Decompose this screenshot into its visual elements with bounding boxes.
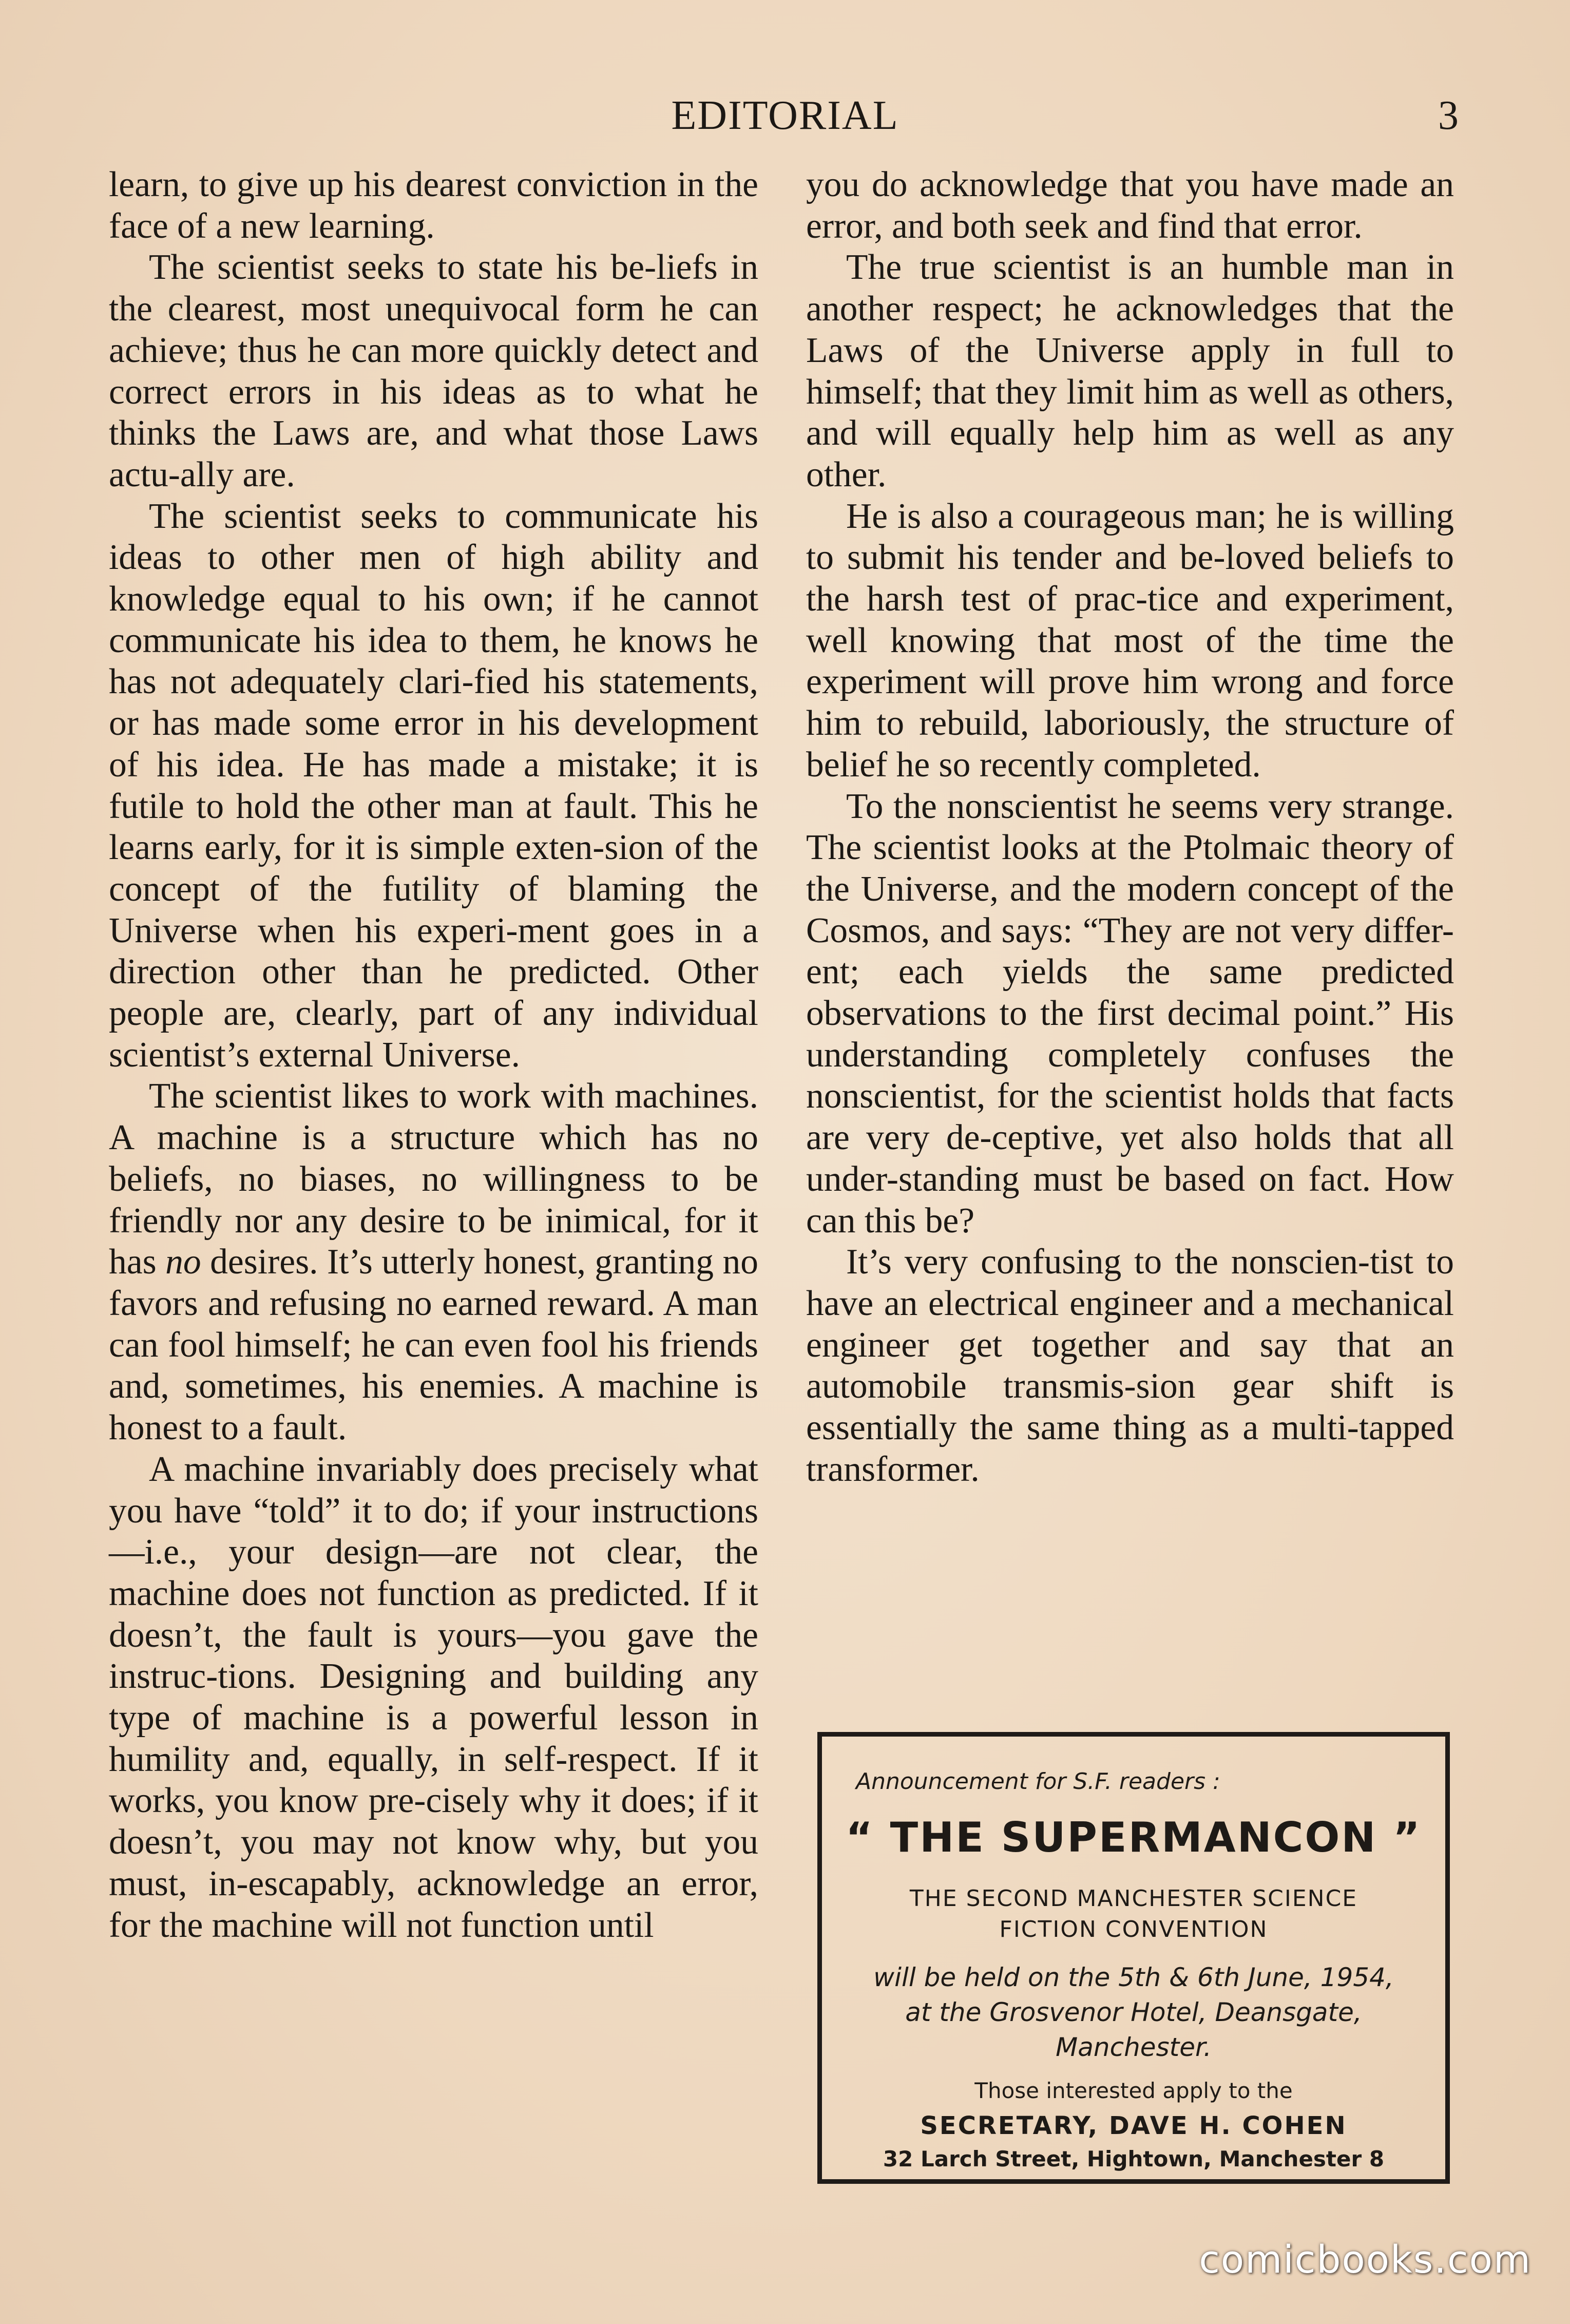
announcement-address: 32 Larch Street, Hightown, Manchester 8 (883, 2146, 1385, 2171)
page-number: 3 (1438, 93, 1460, 138)
paragraph: learn, to give up his dearest conviction in the face of a new learning. (109, 165, 758, 246)
announcement-venue: at the Grosvenor Hotel, Deansgate, (905, 1997, 1362, 2027)
section-title: EDITORIAL (671, 93, 899, 138)
paragraph (109, 1076, 758, 1449)
paragraph: A machine invariably does precisely what you have “told” it to do; if your instructions—i.e., your design—are not clear, the machine does not function as predicted. If it doesn’t, the fault is yours—you gave the instruc-tions. Designing and building any type of machine is a powerful lesson in humility and, equally, in self-respect. If it works, you know pre-cisely why it does; if it doesn’t, you may not know why, but you must, in-escapably, acknowledge an error, for the machine will not function until (109, 1449, 758, 1945)
announcement-secretary: SECRETARY, DAVE H. COHEN (920, 2111, 1347, 2140)
announcement-subtitle: THE SECOND MANCHESTER SCIENCE (909, 1885, 1358, 1912)
announcement-city: Manchester. (1056, 2032, 1212, 2062)
emphasis: no (165, 1242, 201, 1282)
paragraph: To the nonscientist he seems very strange. The scientist looks at the Ptolmaic theory of the Universe, and the modern concept of the Cosmos, and says: “They are not very differ-ent; each yields the same predicted observations to the first decimal point.” His understanding completely confuses the nonscientist, for the scientist holds that facts are very de-ceptive, yet also holds that all under-standing must be based on fact. How can this be? (806, 786, 1454, 1241)
right-column (806, 164, 1454, 1491)
convention-announcement-box (817, 1732, 1450, 2184)
paragraph: The scientist seeks to state his be-liefs in the clearest, most unequivocal form he can achieve; thus he can more quickly detect and correct errors in his ideas as to what he thinks the Laws are, and what those Laws actu-ally are. (109, 247, 758, 494)
announcement-date: will be held on the 5th & 6th June, 1954, (873, 1963, 1394, 1992)
running-head (0, 92, 1570, 139)
announcement-headline: “ THE SUPERMANCON ” (846, 1814, 1422, 1861)
paragraph: It’s very confusing to the nonscien-tist to have an electrical engineer and a mechanical engineer get together and say that an automobile transmis-sion gear shift is essentially the same thing as a multi-tapped transformer. (806, 1242, 1454, 1489)
left-column (109, 164, 758, 1946)
paragraph: He is also a courageous man; he is willing to submit his tender and be-loved beliefs to the harsh test of prac-tice and experiment, well knowing that most of the time the experiment will prove him wrong and force him to rebuild, laboriously, the structure of belief he so recently completed. (806, 496, 1454, 785)
announcement-intro: Announcement for S.F. readers : (856, 1768, 1220, 1795)
announcement-subtitle: FICTION CONVENTION (999, 1916, 1268, 1942)
paragraph: you do acknowledge that you have made an error, and both seek and find that error. (806, 165, 1454, 246)
text-run: The scientist likes to work with machines. A machine is a structure which has no beliefs, no biases, no willingness to be friendly nor any desire to be inimical, for it has (109, 1076, 758, 1282)
announcement-apply: Those interested apply to the (974, 2078, 1293, 2103)
site-watermark: comicbooks.com (1199, 2238, 1531, 2282)
paragraph: The true scientist is an humble man in another respect; he acknowledges that the Laws of the Universe apply in full to himself; that they limit him as well as others, and will equally help him as well as any other. (806, 247, 1454, 494)
paragraph: The scientist seeks to communicate his ideas to other men of high ability and knowledge equal to his own; if he cannot communicate his idea to them, he knows he has not adequately clari-fied his statements, or has made some error in his development of his idea. He has made a mistake; it is futile to hold the other man at fault. This he learns early, for it is simple exten-sion of the concept of the futility of blaming the Universe when his experi-ment goes in a direction other than he predicted. Other people are, clearly, part of any individual scientist’s external Universe. (109, 496, 758, 1075)
text-run: desires. It’s utterly honest, granting no favors and refusing no earned reward. A man can fool himself; he can even fool his friends and, sometimes, his enemies. A machine is honest to a fault. (109, 1242, 759, 1448)
